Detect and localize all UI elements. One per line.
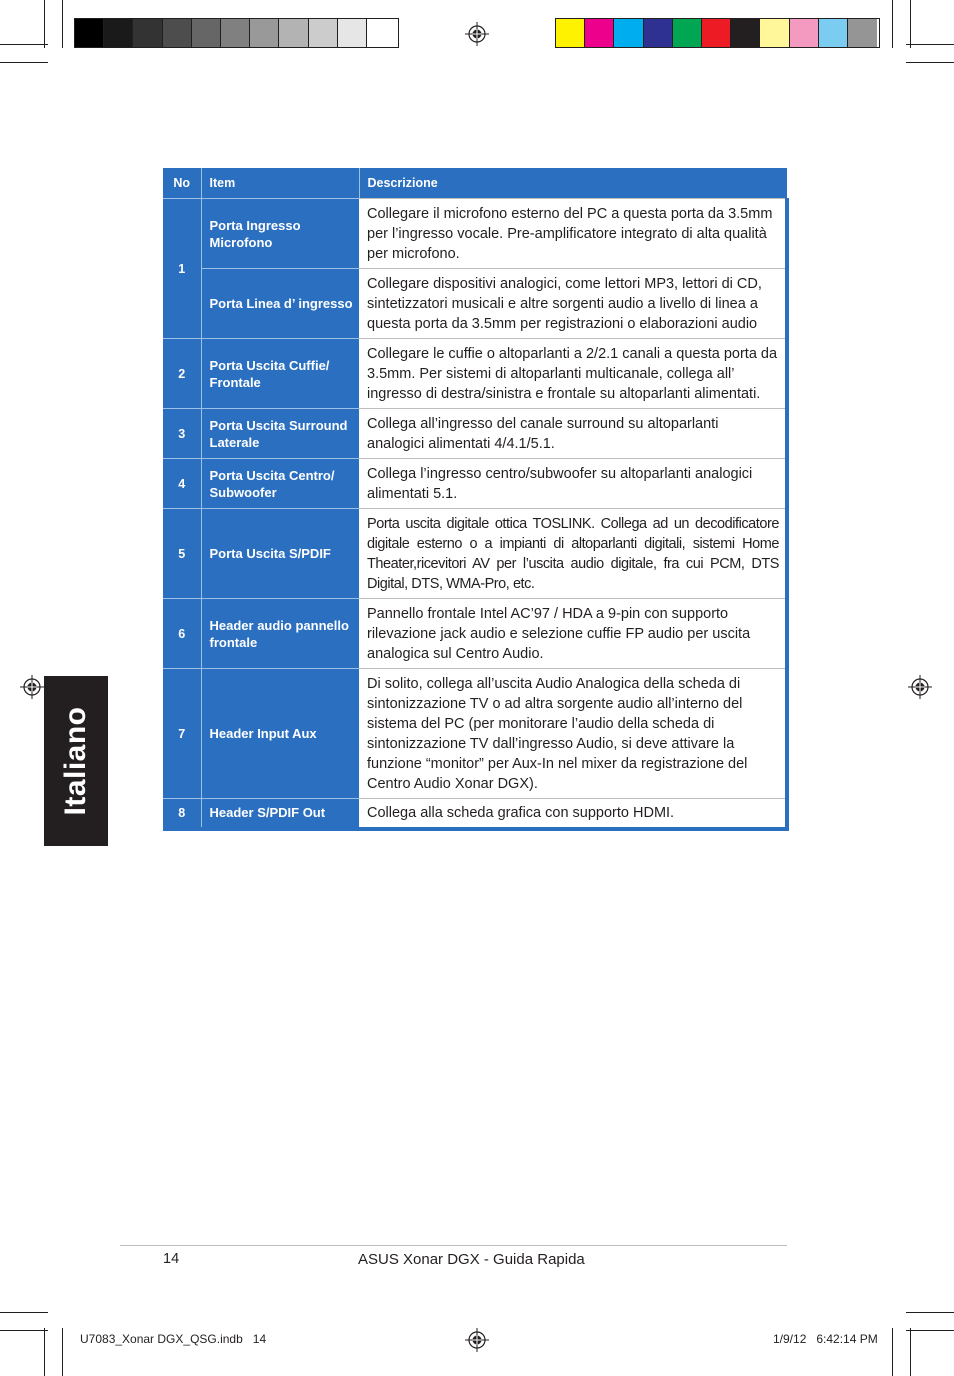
row-description: Collega alla scheda grafica con supporto HDMI. — [359, 799, 787, 829]
crop-mark — [62, 1328, 63, 1376]
row-item: Header audio pannello frontale — [201, 599, 359, 669]
color-swatch — [673, 19, 702, 47]
row-number: 1 — [163, 199, 201, 339]
color-swatch — [702, 19, 731, 47]
row-number: 5 — [163, 509, 201, 599]
table-row — [163, 509, 787, 599]
row-item: Porta Uscita Centro/ Subwoofer — [201, 459, 359, 509]
table-header-row — [163, 168, 787, 199]
gray-swatch — [163, 19, 192, 47]
header-no: No — [163, 168, 201, 199]
table-row — [163, 599, 787, 669]
row-description: Collegare il microfono esterno del PC a questa porta da 3.5mm per l’ingresso vocale. Pre-amplificatore integrato di alta qualità per microfono. — [359, 199, 787, 269]
gray-swatch — [192, 19, 221, 47]
row-number: 8 — [163, 799, 201, 829]
row-item: Porta Uscita Surround Laterale — [201, 409, 359, 459]
gray-swatch — [250, 19, 279, 47]
row-item: Porta Uscita S/PDIF — [201, 509, 359, 599]
row-item: Header S/PDIF Out — [201, 799, 359, 829]
color-swatch — [585, 19, 614, 47]
row-number: 3 — [163, 409, 201, 459]
row-item: Header Input Aux — [201, 669, 359, 799]
table-row — [163, 669, 787, 799]
row-number: 4 — [163, 459, 201, 509]
table-row — [163, 339, 787, 409]
registration-mark-icon — [908, 675, 932, 699]
row-description: Collega all’ingresso del canale surround su altoparlanti analogici alimentati 4/4.1/5.1. — [359, 409, 787, 459]
gray-swatch — [309, 19, 338, 47]
color-swatch — [819, 19, 848, 47]
table-row — [163, 409, 787, 459]
crop-mark — [906, 1312, 954, 1313]
header-item: Item — [201, 168, 359, 199]
table-row — [163, 799, 787, 829]
color-swatch — [731, 19, 760, 47]
row-description: Porta uscita digitale ottica TOSLINK. Collega ad un decodificatore digitale esterno o a impianti di altoparlanti digitali, sistemi Home Theater,ricevitori AV per l’uscita audio digitale, fra cui PCM, DTS Digital, DTS, WMA-Pro, etc. — [359, 509, 787, 599]
row-description: Collega l’ingresso centro/subwoofer su altoparlanti analogici alimentati 5.1. — [359, 459, 787, 509]
row-number: 6 — [163, 599, 201, 669]
color-calibration-bar — [555, 18, 880, 48]
crop-mark — [906, 62, 954, 63]
page-number: 14 — [163, 1251, 180, 1267]
crop-mark — [906, 1330, 954, 1331]
gray-swatch — [367, 19, 396, 47]
color-swatch — [644, 19, 673, 47]
connector-spec-table — [163, 168, 789, 831]
header-description: Descrizione — [359, 168, 787, 199]
row-description: Di solito, collega all’uscita Audio Analogica della scheda di sintonizzazione TV o ad altra sorgente audio all’interno del sistema del PC (per monitorare l’audio della scheda di sintonizzazione TV dall’ingresso Audio, si deve attivare la funzione “monitor” per Aux-In nel mixer da registrazione del Centro Audio Xonar DGX). — [359, 669, 787, 799]
row-item: Porta Uscita Cuffie/ Frontale — [201, 339, 359, 409]
table-row — [163, 199, 787, 269]
row-description: Collegare dispositivi analogici, come lettori MP3, lettori di CD, sintetizzatori musicali e altre sorgenti audio a livello di linea a questa porta da 3.5mm per registrazioni o elaborazioni audio — [359, 269, 787, 339]
crop-mark — [0, 1312, 48, 1313]
color-swatch — [614, 19, 643, 47]
gray-calibration-bar — [74, 18, 399, 48]
crop-mark — [62, 0, 63, 48]
color-swatch — [848, 19, 877, 47]
gray-swatch — [221, 19, 250, 47]
registration-mark-icon — [20, 675, 44, 699]
table-row — [163, 459, 787, 509]
row-item: Porta Linea d’ ingresso — [201, 269, 359, 339]
registration-mark-icon — [465, 1328, 489, 1352]
gray-swatch — [338, 19, 367, 47]
gray-swatch — [104, 19, 133, 47]
registration-mark-icon — [465, 22, 489, 46]
color-swatch — [556, 19, 585, 47]
gray-swatch — [133, 19, 162, 47]
row-description: Collegare le cuffie o altoparlanti a 2/2.1 canali a questa porta da 3.5mm. Per sistemi di altoparlanti multicanale, collega all’ ingresso di destra/sinistra e frontale su altoparlanti alimentati. — [359, 339, 787, 409]
row-number: 2 — [163, 339, 201, 409]
row-description: Pannello frontale Intel AC’97 / HDA a 9-pin con supporto rilevazione jack audio e selezione cuffie FP audio per uscita analogica sul Centro Audio. — [359, 599, 787, 669]
crop-mark — [0, 1330, 48, 1331]
gray-swatch — [75, 19, 104, 47]
crop-mark — [910, 1328, 911, 1376]
color-swatch — [760, 19, 789, 47]
gray-swatch — [279, 19, 308, 47]
crop-mark — [906, 44, 954, 45]
color-swatch — [790, 19, 819, 47]
crop-mark — [0, 62, 48, 63]
language-side-tab — [44, 676, 108, 846]
crop-mark — [892, 0, 893, 48]
crop-mark — [0, 44, 48, 45]
slug-filename: U7083_Xonar DGX_QSG.indb 14 — [80, 1332, 267, 1346]
crop-mark — [892, 1328, 893, 1376]
row-number: 7 — [163, 669, 201, 799]
document-title: ASUS Xonar DGX - Guida Rapida — [358, 1251, 585, 1268]
language-label: Italiano — [59, 706, 92, 816]
crop-mark — [44, 1328, 45, 1376]
row-item: Porta Ingresso Microfono — [201, 199, 359, 269]
footer-rule — [120, 1245, 787, 1246]
crop-mark — [44, 0, 45, 48]
crop-mark — [910, 0, 911, 48]
slug-timestamp: 1/9/12 6:42:14 PM — [773, 1332, 878, 1346]
table-row — [163, 269, 787, 339]
